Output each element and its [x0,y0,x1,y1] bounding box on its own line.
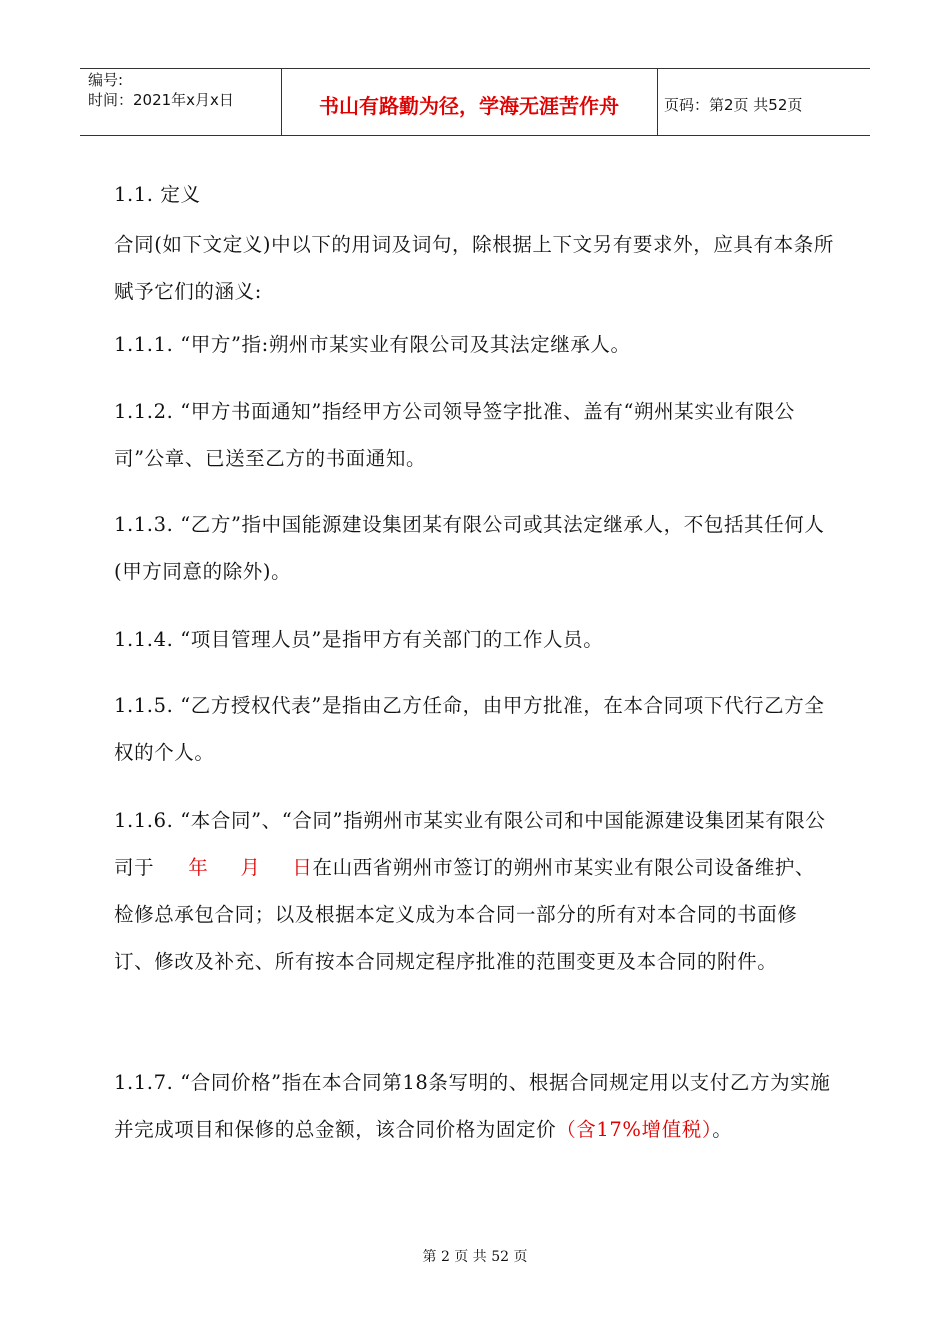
header-divider-left [281,68,282,135]
page-footer: 第 2 页 共 52 页 [422,1249,528,1265]
clause-1-1-3: 1.1.3. “乙方”指中国能源建设集团某有限公司或其法定继承人，不包括其任何人(甲方同意的除外)。 [114,513,825,583]
header-divider-right [657,68,658,135]
clause-1-1-7-end: 。 [712,1118,733,1141]
header-top-rule [80,68,870,69]
clause-1-1-2: 1.1.2. “甲方书面通知”指经甲方公司领导签字批准、盖有“朔州某实业有限公司”公章、已送至乙方的书面通知。 [114,400,795,470]
clause-1-1-6 [114,797,834,985]
date-month-blank: 月 [240,856,261,879]
header-number: 编号: [88,71,124,89]
clause-1-1-7 [114,1059,834,1153]
date-day-blank: 日 [292,856,313,879]
clause-1-1-4: 1.1.4. “项目管理人员”是指甲方有关部门的工作人员。 [114,628,604,651]
header-bottom-rule [80,135,870,136]
clause-1-1-6-text-a: 1.1.6. “本合同”、“合同”指朔州市某实业有限公司和中国能源建设集团某有限公司于 [114,809,826,879]
clause-1-1-5: 1.1.5. “乙方授权代表”是指由乙方任命，由甲方批准，在本合同项下代行乙方全权的个人。 [114,694,825,764]
date-year-blank: 年 [188,856,209,879]
clause-1-1-7-text: 1.1.7. “合同价格”指在本合同第18条写明的、根据合同规定用以支付乙方为实施并完成项目和保修的总金额，该合同价格为固定价 [114,1071,831,1141]
clause-1-1-1: 1.1.1. “甲方”指:朔州市某实业有限公司及其法定继承人。 [114,333,631,356]
clause-1-1-6-text-b: 在山西省朔州市签订的朔州市某实业有限公司设备维护、检修总承包合同；以及根据本定义成为本合同一部分的所有对本合同的书面修订、修改及补充、所有按本合同规定程序批准的范围变更及本合同的附件。 [114,856,816,973]
section-title: 1.1. 定义 [114,183,201,206]
header-time: 时间：2021年x月x日 [88,91,234,109]
clause-intro: 合同(如下文定义)中以下的用词及词句，除根据上下文另有要求外，应具有本条所赋予它们的涵义: [114,233,834,303]
header-meta [88,70,278,110]
header-page-info: 页码：第2页 共52页 [664,96,803,114]
vat-note: （含17%增值税） [556,1118,713,1141]
header-motto: 书山有路勤为径，学海无涯苦作舟 [319,94,619,118]
